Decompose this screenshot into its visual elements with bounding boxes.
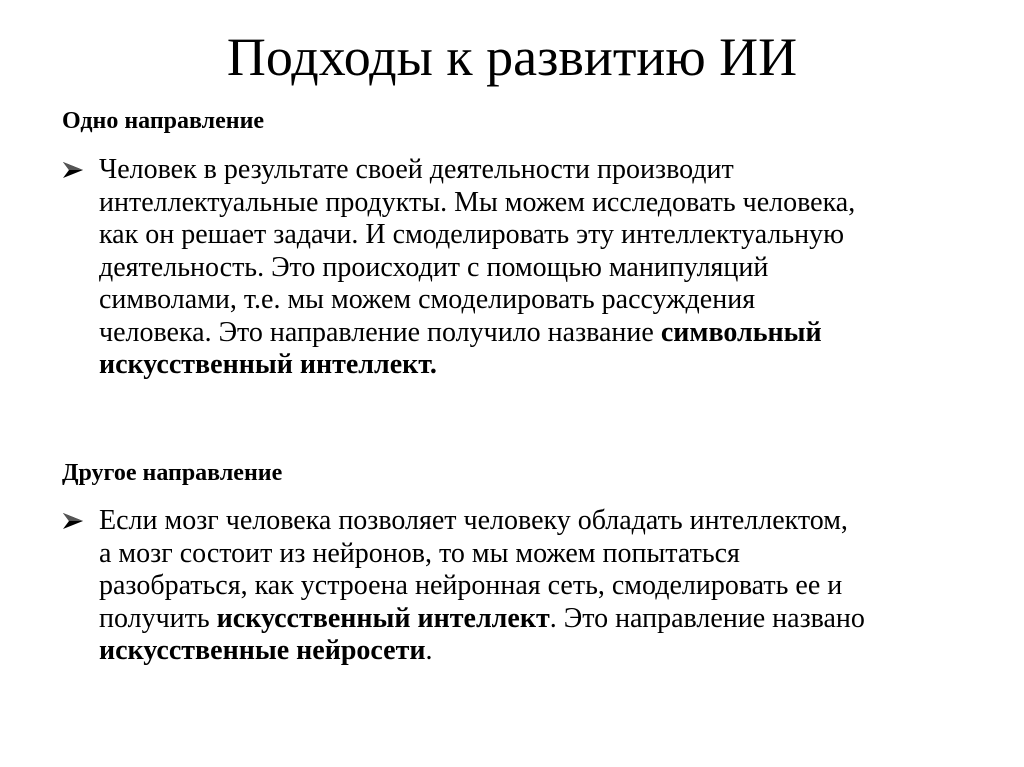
text-line: интеллектуальные продукты. Мы можем исследовать человека, (99, 186, 856, 218)
text-line: деятельность. Это происходит с помощью манипуляций (99, 251, 769, 283)
text-line: получить искусственный интеллект. Это направление названо (99, 602, 865, 634)
bullet-symbolic-ai (62, 154, 962, 382)
text-line: как он решает задачи. И смоделировать эту интеллектуальную (99, 219, 845, 250)
arrowhead-bullet-icon (62, 505, 88, 537)
text-line (99, 349, 962, 382)
slide-title: Подходы к развитию ИИ (226, 27, 798, 87)
arrowhead-bullet-icon (62, 154, 88, 186)
emphasis-term: искусственные нейросети (99, 635, 426, 666)
section-heading-neural: Другое направление (62, 460, 283, 486)
text-line: Человек в результате своей деятельности производит (99, 154, 734, 185)
bullet-neural-networks (62, 505, 962, 668)
text-line: человека. Это направление получило название символьный (99, 316, 822, 348)
emphasis-term: символьный (660, 316, 822, 348)
emphasis-term: искусственный интеллект (216, 602, 550, 634)
text-line: искусственные нейросети. (99, 635, 433, 666)
text-line: Если мозг человека позволяет человеку обладать интеллектом, (99, 505, 848, 536)
emphasis-term: искусственный интеллект. (99, 349, 437, 380)
bullet-text (99, 505, 962, 668)
text-line: а мозг состоит из нейронов, то мы можем попытаться (99, 537, 740, 569)
bullet-text (99, 154, 962, 382)
section-heading-symbolic: Одно направление (62, 108, 265, 134)
text-line: символами, т.е. мы можем смоделировать рассуждения (99, 284, 756, 315)
text-line: разобраться, как устроена нейронная сеть, смоделировать ее и (99, 570, 843, 601)
